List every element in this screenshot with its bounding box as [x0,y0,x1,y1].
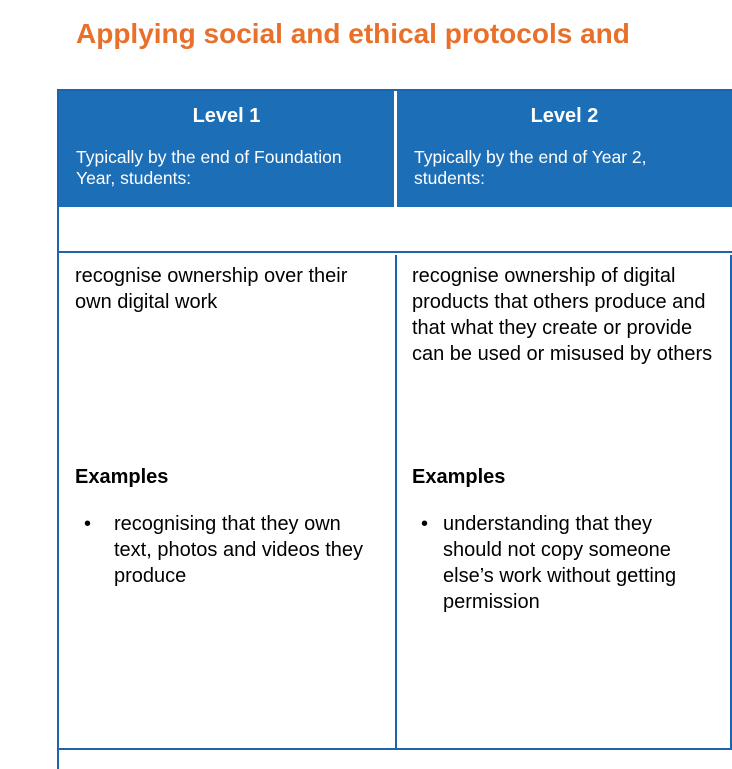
level-2-content-cell [395,255,732,750]
level-1-subtitle: Typically by the end of Foundation Year, students: [76,147,342,188]
level-1-description: recognise ownership over their own digital work [75,265,348,313]
level-2-title: Level 2 [530,105,599,127]
level-1-example-item: recognising that they own text, photos and videos they produce [114,513,364,587]
level-1-title: Level 1 [192,105,261,127]
level-1-content-cell [59,255,395,750]
level-2-examples-heading: Examples [412,466,506,488]
level-2-example-item: understanding that they should not copy someone else’s work without getting permission [443,513,677,613]
level-1-header [59,91,394,207]
level-2-description: recognise ownership of digital products that others produce and that what they create or provide can be used or misused by others [412,265,713,365]
level-2-header [397,91,732,207]
bullet-icon: • [84,513,92,535]
blank-row [59,207,732,253]
level-2-subtitle: Typically by the end of Year 2, students: [414,147,647,188]
page-title: Applying social and ethical protocols and [76,18,630,49]
level-1-examples-heading: Examples [75,466,169,488]
bullet-icon: • [421,513,429,535]
